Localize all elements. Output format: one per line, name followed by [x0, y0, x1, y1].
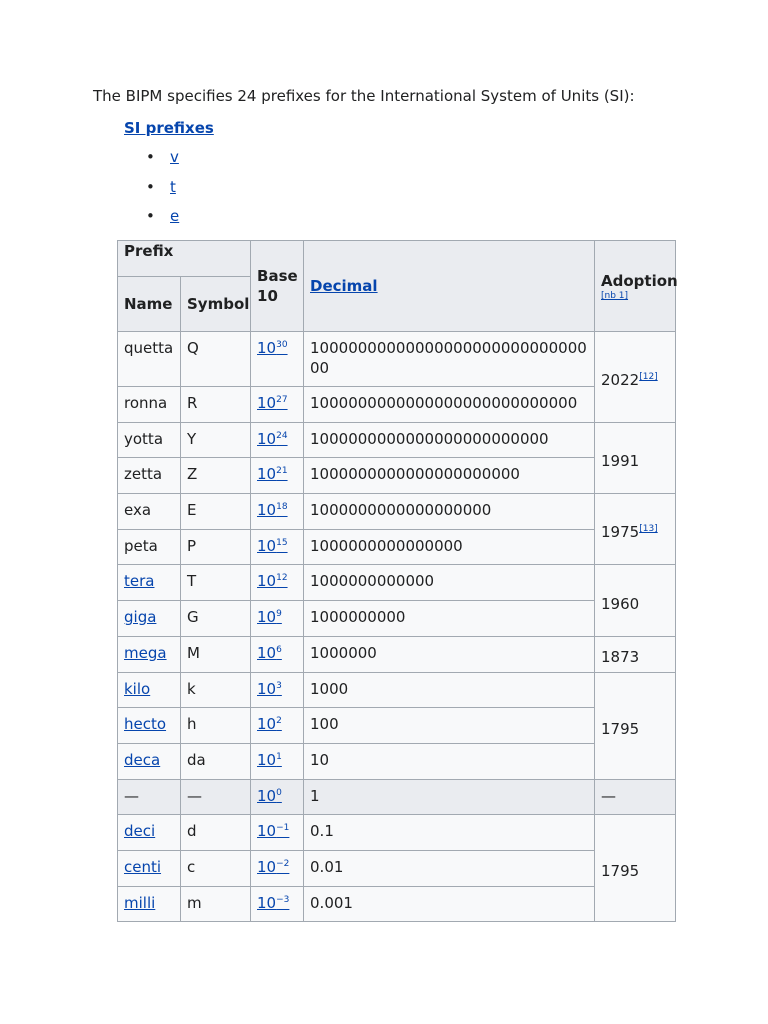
base10-cell — [251, 779, 304, 815]
exponent: 9 — [276, 609, 282, 620]
prefix-name-cell: exa — [118, 494, 181, 530]
table-row — [118, 815, 676, 851]
base10-cell — [251, 332, 304, 387]
adoption-cell — [595, 494, 676, 565]
prefix-name-cell: zetta — [118, 458, 181, 494]
prefix-name-link[interactable]: centi — [124, 857, 162, 876]
base-value: 10 — [257, 715, 277, 734]
prefix-symbol-cell: G — [181, 601, 251, 637]
table-row — [118, 494, 676, 530]
base10-cell — [251, 850, 304, 886]
base-value: 10 — [257, 822, 277, 841]
prefix-name-cell — [118, 601, 181, 637]
base-value: 10 — [257, 786, 277, 805]
base10-cell — [251, 494, 304, 530]
prefix-name-cell — [118, 886, 181, 922]
power-of-ten-link[interactable] — [257, 787, 282, 805]
exponent: 6 — [276, 644, 282, 655]
base10-cell — [251, 815, 304, 851]
prefix-symbol-cell: m — [181, 886, 251, 922]
base10-cell — [251, 886, 304, 922]
base-value: 10 — [257, 429, 277, 448]
prefix-name-cell — [118, 850, 181, 886]
prefix-name-cell: — — [118, 779, 181, 815]
navbox-item-view — [146, 145, 179, 175]
exponent: 21 — [276, 466, 288, 477]
prefix-name-link[interactable]: deci — [124, 822, 156, 841]
exponent: 24 — [276, 430, 288, 441]
adoption-cell — [595, 422, 676, 493]
base10-cell — [251, 565, 304, 601]
bullet-icon: • — [146, 177, 155, 196]
adoption-cell — [595, 672, 676, 779]
exponent: 27 — [276, 395, 288, 405]
decimal-cell: 10 — [304, 743, 595, 779]
adoption-year: — — [601, 786, 617, 805]
decimal-cell: 1000000000000000000000000000000 — [304, 332, 595, 387]
header-decimal — [304, 241, 595, 332]
adoption-year: 1975 — [601, 523, 640, 542]
power-of-ten-link[interactable] — [257, 608, 282, 626]
base-value: 10 — [257, 893, 277, 912]
exponent: 0 — [276, 787, 282, 798]
navbox-item-edit — [146, 204, 179, 234]
decimal-cell: 1 — [304, 779, 595, 815]
table-row — [118, 601, 676, 637]
power-of-ten-link[interactable] — [257, 894, 289, 912]
base-value: 10 — [257, 679, 277, 698]
prefix-name-cell — [118, 636, 181, 672]
power-of-ten-link[interactable] — [257, 339, 288, 357]
prefix-name-cell — [118, 815, 181, 851]
prefix-symbol-cell: Y — [181, 422, 251, 458]
exponent: 3 — [276, 680, 282, 691]
decimal-cell: 1000000000000000000000 — [304, 458, 595, 494]
exponent: 12 — [276, 573, 288, 584]
decimal-cell: 100 — [304, 708, 595, 744]
prefix-name-link[interactable]: tera — [124, 572, 155, 591]
header-adoption — [595, 241, 676, 332]
prefix-name-link[interactable]: deca — [124, 750, 161, 769]
prefix-name-cell — [118, 743, 181, 779]
view-link[interactable]: v — [170, 148, 179, 166]
table-row — [118, 565, 676, 601]
adoption-cell — [595, 779, 676, 815]
header-symbol: Symbol — [181, 277, 251, 332]
base-value: 10 — [257, 572, 277, 591]
prefix-name-cell: yotta — [118, 422, 181, 458]
decimal-link[interactable]: Decimal — [310, 277, 378, 295]
base-value: 10 — [257, 536, 277, 555]
adoption-year: 1991 — [601, 451, 640, 470]
navbox-links — [146, 145, 179, 234]
decimal-cell: 1000000000000000 — [304, 529, 595, 565]
power-of-ten-link[interactable] — [257, 680, 282, 698]
prefix-name-link[interactable]: hecto — [124, 715, 167, 734]
base10-cell — [251, 743, 304, 779]
edit-link[interactable]: e — [170, 207, 180, 225]
table-row — [118, 672, 676, 708]
power-of-ten-link[interactable] — [257, 430, 288, 448]
adoption-cell — [595, 332, 676, 423]
talk-link[interactable]: t — [170, 177, 176, 196]
exponent: −1 — [276, 823, 290, 834]
base10-cell — [251, 529, 304, 565]
decimal-cell: 0.001 — [304, 886, 595, 922]
base10-cell — [251, 458, 304, 494]
table-row — [118, 636, 676, 672]
exponent: −3 — [276, 894, 290, 905]
power-of-ten-link[interactable] — [257, 715, 282, 733]
adoption-cell — [595, 565, 676, 636]
power-of-ten-link[interactable] — [257, 465, 288, 483]
base-value: 10 — [257, 394, 277, 412]
base-value: 10 — [257, 465, 277, 484]
adoption-cell — [595, 815, 676, 922]
prefix-name-cell: peta — [118, 529, 181, 565]
table-row — [118, 779, 676, 815]
table-row — [118, 850, 676, 886]
base-value: 10 — [257, 750, 277, 769]
decimal-cell: 0.01 — [304, 850, 595, 886]
decimal-cell: 1000000000000 — [304, 565, 595, 601]
base10-cell — [251, 422, 304, 458]
prefix-symbol-cell: da — [181, 743, 251, 779]
power-of-ten-link[interactable] — [257, 572, 288, 590]
reference-link[interactable]: [13] — [639, 524, 658, 535]
prefix-symbol-cell: c — [181, 850, 251, 886]
prefix-symbol-cell: Q — [181, 332, 251, 387]
table-row — [118, 743, 676, 779]
base-value: 10 — [257, 339, 277, 357]
prefix-name-link[interactable]: giga — [124, 608, 157, 627]
si-prefix-table — [117, 240, 676, 922]
bullet-icon: • — [146, 207, 155, 225]
prefix-symbol-cell: k — [181, 672, 251, 708]
navbox-title-link[interactable]: SI prefixes — [124, 119, 214, 137]
decimal-cell: 1000000000000000000000000 — [304, 422, 595, 458]
base10-cell — [251, 601, 304, 637]
prefix-name-link[interactable]: kilo — [124, 679, 151, 698]
navbox-item-talk — [146, 175, 179, 205]
exponent: −2 — [276, 858, 290, 869]
header-prefix: Prefix — [118, 241, 251, 277]
exponent: 1 — [276, 751, 282, 762]
power-of-ten-link[interactable] — [257, 394, 288, 412]
adoption-year: 1873 — [601, 648, 640, 667]
table-row — [118, 387, 676, 423]
exponent: 2 — [276, 716, 282, 727]
adoption-year: 2022 — [601, 370, 640, 389]
header-base10: Base 10 — [251, 241, 304, 332]
table-row — [118, 332, 676, 387]
prefix-name-cell: ronna — [118, 387, 181, 423]
prefix-symbol-cell: d — [181, 815, 251, 851]
power-of-ten-link[interactable] — [257, 644, 282, 662]
base10-cell — [251, 387, 304, 423]
decimal-cell: 1000000000 — [304, 601, 595, 637]
decimal-cell: 1000000000000000000000000000 — [304, 387, 595, 423]
power-of-ten-link[interactable] — [257, 501, 288, 519]
exponent: 30 — [276, 340, 288, 350]
adoption-cell — [595, 636, 676, 672]
power-of-ten-link[interactable] — [257, 537, 288, 555]
adoption-note-link[interactable]: [nb 1] — [601, 291, 629, 301]
prefix-name-cell — [118, 565, 181, 601]
base-value: 10 — [257, 501, 277, 520]
prefix-name-cell — [118, 708, 181, 744]
base10-cell — [251, 708, 304, 744]
decimal-cell: 1000 — [304, 672, 595, 708]
header-name: Name — [118, 277, 181, 332]
base10-cell — [251, 672, 304, 708]
adoption-year: 1795 — [601, 862, 640, 881]
reference-link[interactable]: [12] — [639, 371, 658, 382]
intro-text: The BIPM specifies 24 prefixes for the International System of Units (SI): — [93, 87, 635, 105]
prefix-symbol-cell: E — [181, 494, 251, 530]
base-value: 10 — [257, 857, 277, 876]
power-of-ten-link[interactable] — [257, 822, 289, 840]
base10-cell — [251, 636, 304, 672]
adoption-label: Adoption — [601, 272, 678, 290]
table-row — [118, 458, 676, 494]
prefix-name-link[interactable]: mega — [124, 643, 167, 662]
prefix-symbol-cell: M — [181, 636, 251, 672]
decimal-cell: 0.1 — [304, 815, 595, 851]
power-of-ten-link[interactable] — [257, 858, 289, 876]
bullet-icon: • — [146, 148, 155, 166]
prefix-symbol-cell: T — [181, 565, 251, 601]
table-row — [118, 529, 676, 565]
table-row — [118, 886, 676, 922]
prefix-name-link[interactable]: milli — [124, 893, 156, 912]
prefix-symbol-cell: h — [181, 708, 251, 744]
prefix-name-cell — [118, 672, 181, 708]
adoption-year: 1795 — [601, 719, 640, 738]
power-of-ten-link[interactable] — [257, 751, 282, 769]
prefix-symbol-cell: Z — [181, 458, 251, 494]
table-row — [118, 422, 676, 458]
exponent: 18 — [276, 502, 288, 513]
prefix-name-cell: quetta — [118, 332, 181, 387]
base-value: 10 — [257, 643, 277, 662]
decimal-cell: 1000000000000000000 — [304, 494, 595, 530]
prefix-symbol-cell: P — [181, 529, 251, 565]
decimal-cell: 1000000 — [304, 636, 595, 672]
prefix-symbol-cell: R — [181, 387, 251, 423]
base-value: 10 — [257, 608, 277, 627]
adoption-year: 1960 — [601, 594, 640, 613]
prefix-symbol-cell: — — [181, 779, 251, 815]
exponent: 15 — [276, 537, 288, 548]
table-row — [118, 708, 676, 744]
